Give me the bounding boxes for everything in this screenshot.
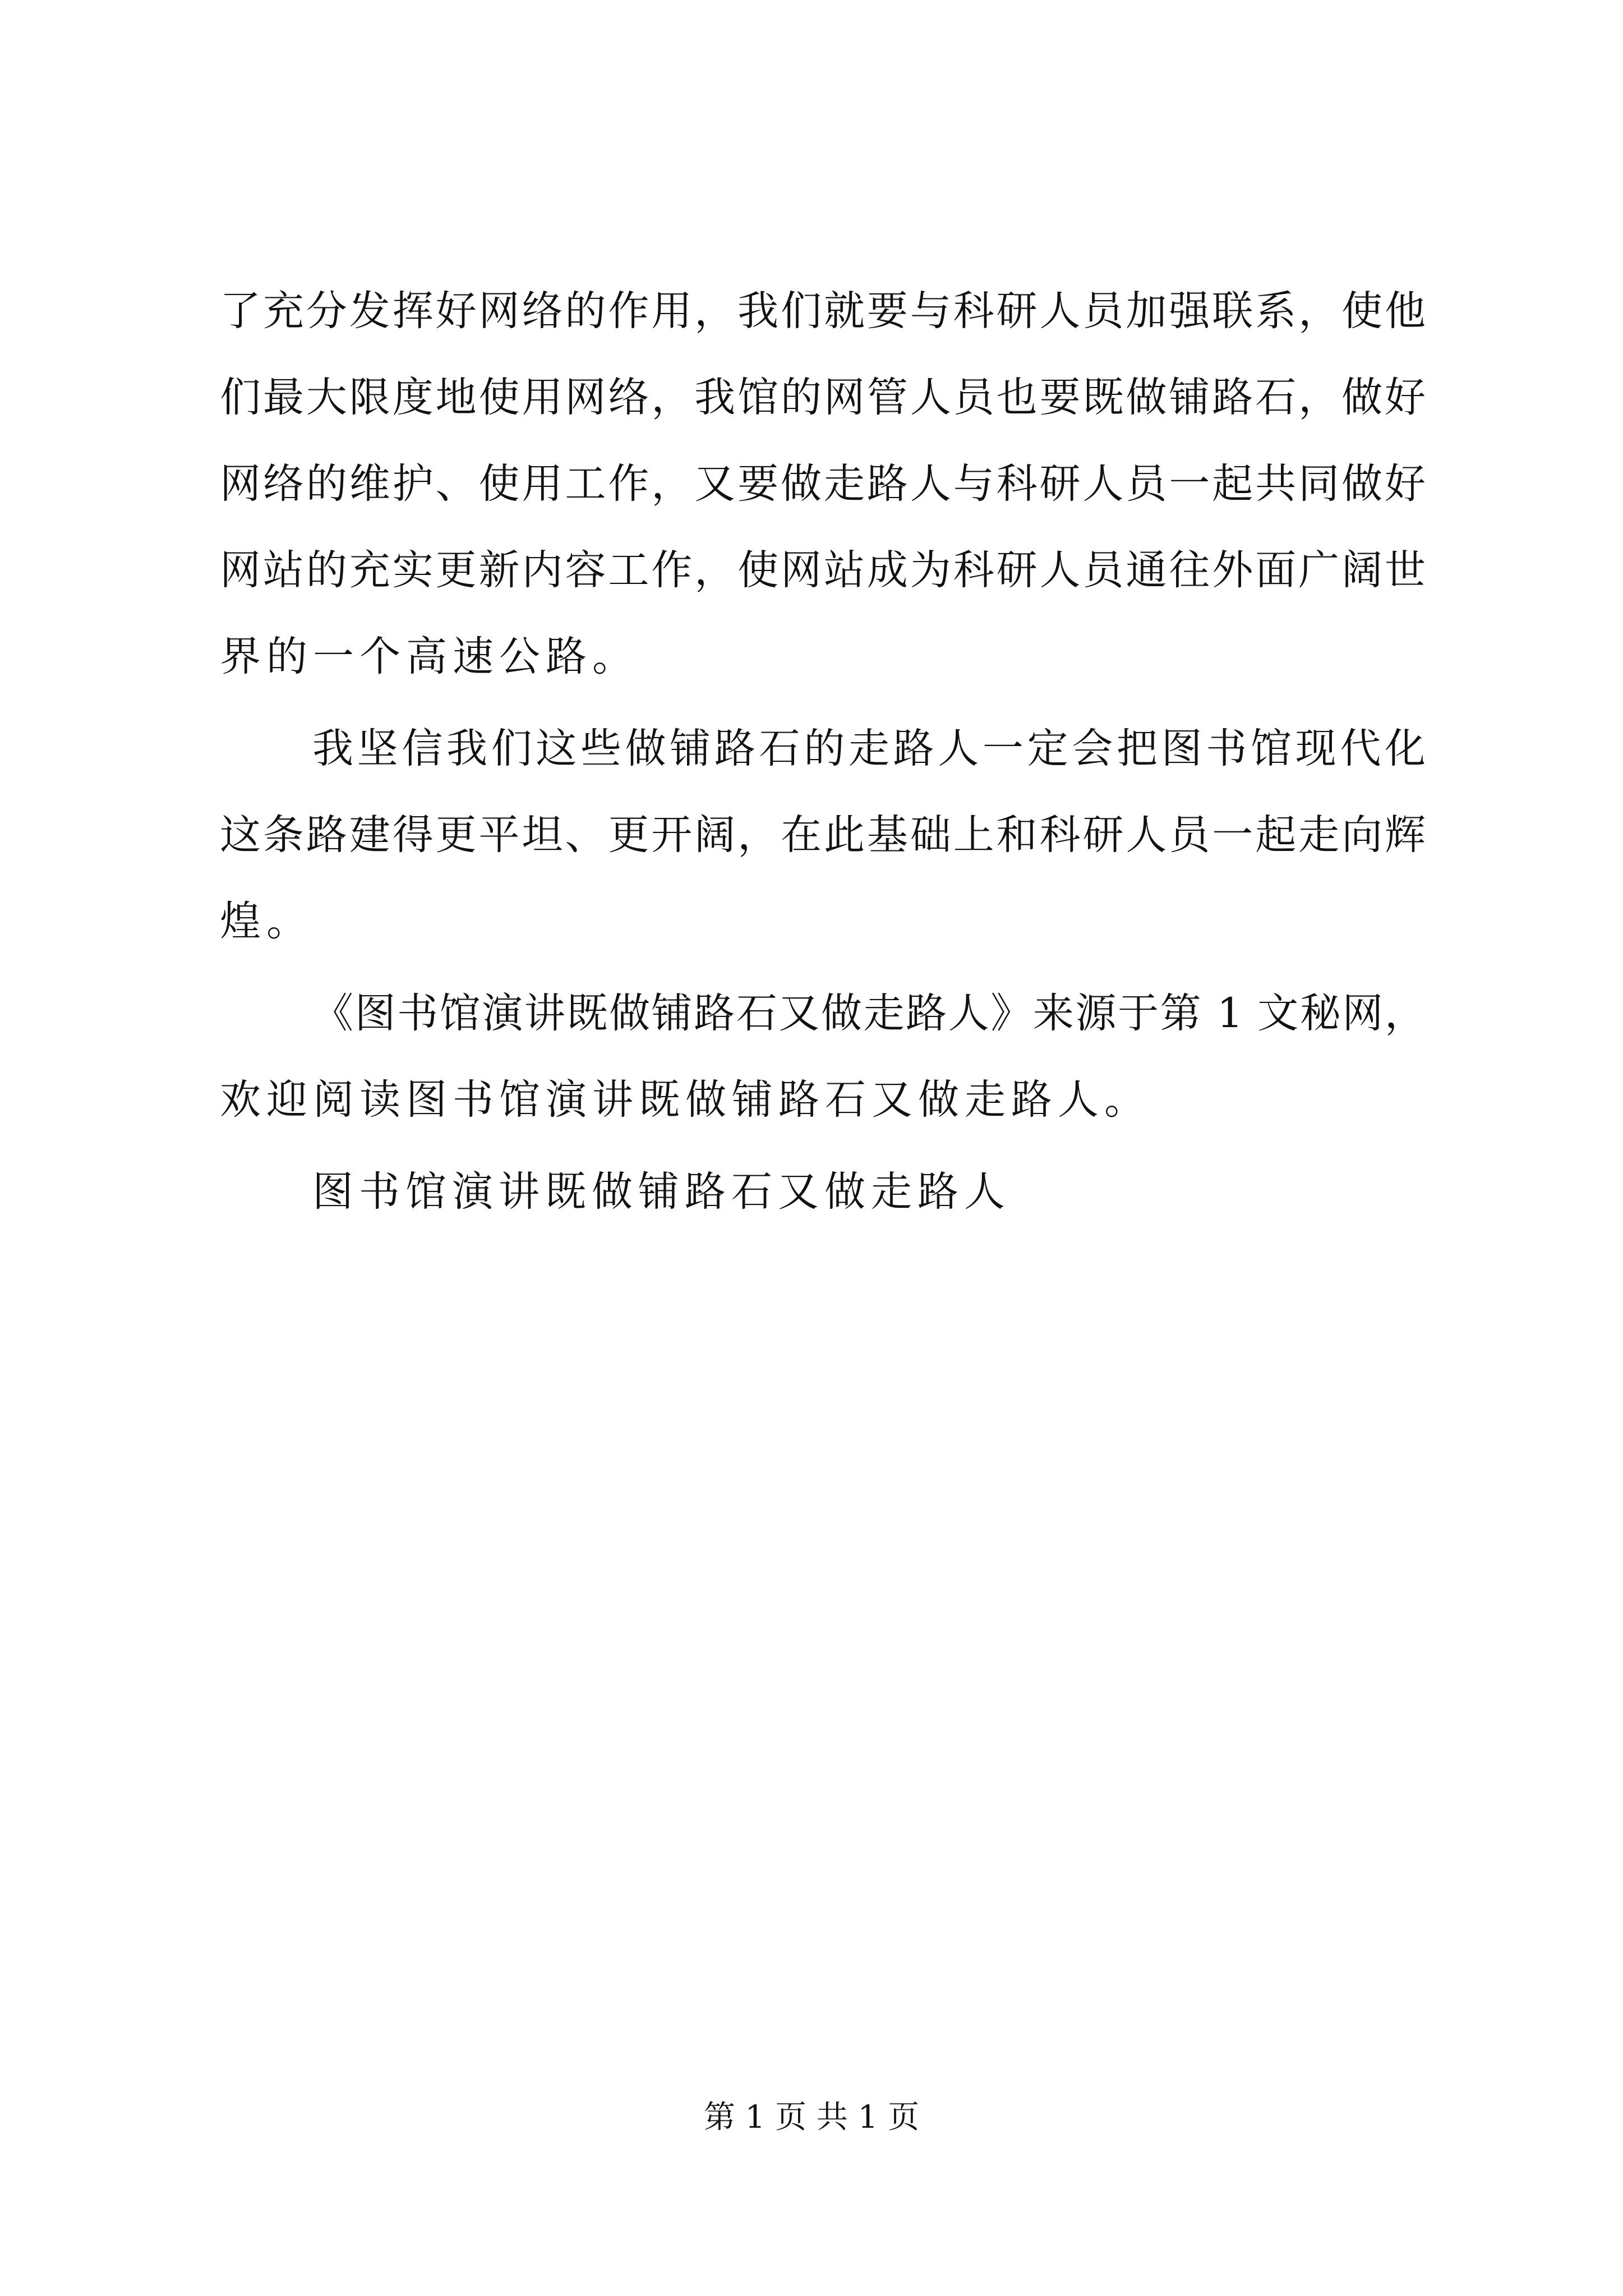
paragraph-4 xyxy=(220,1149,1426,1235)
paragraph-line: 欢迎阅读图书馆演讲既做铺路石又做走路人。 xyxy=(220,1076,1151,1124)
paragraph-1 xyxy=(220,268,1426,700)
paragraph-line: 了充分发挥好网络的作用，我们就要与科研人员加强联系，使他 xyxy=(220,287,1426,335)
paragraph-line: 《图书馆演讲既做铺路石又做走路人》来源于第 1 文秘网， xyxy=(312,990,1426,1037)
paragraph-line: 网站的充实更新内容工作，使网站成为科研人员通往外面广阔世 xyxy=(220,546,1426,594)
page-footer: 第 1 页 共 1 页 xyxy=(703,2099,920,2136)
paragraph-line: 这条路建得更平坦、更开阔，在此基础上和科研人员一起走向辉 xyxy=(220,811,1426,859)
paragraph-line: 界的一个高速公路。 xyxy=(220,633,639,680)
paragraph-line: 煌。 xyxy=(220,898,313,945)
paragraph-line: 图书馆演讲既做铺路石又做走路人 xyxy=(312,1168,1011,1216)
document-body xyxy=(220,268,1426,1235)
paragraph-line: 们最大限度地使用网络，我馆的网管人员也要既做铺路石，做好 xyxy=(220,374,1426,421)
paragraph-line: 我坚信我们这些做铺路石的走路人一定会把图书馆现代化 xyxy=(312,725,1426,772)
paragraph-line: 网络的维护、使用工作，又要做走路人与科研人员一起共同做好 xyxy=(220,460,1426,508)
paragraph-3 xyxy=(220,970,1426,1143)
paragraph-2 xyxy=(220,706,1426,965)
